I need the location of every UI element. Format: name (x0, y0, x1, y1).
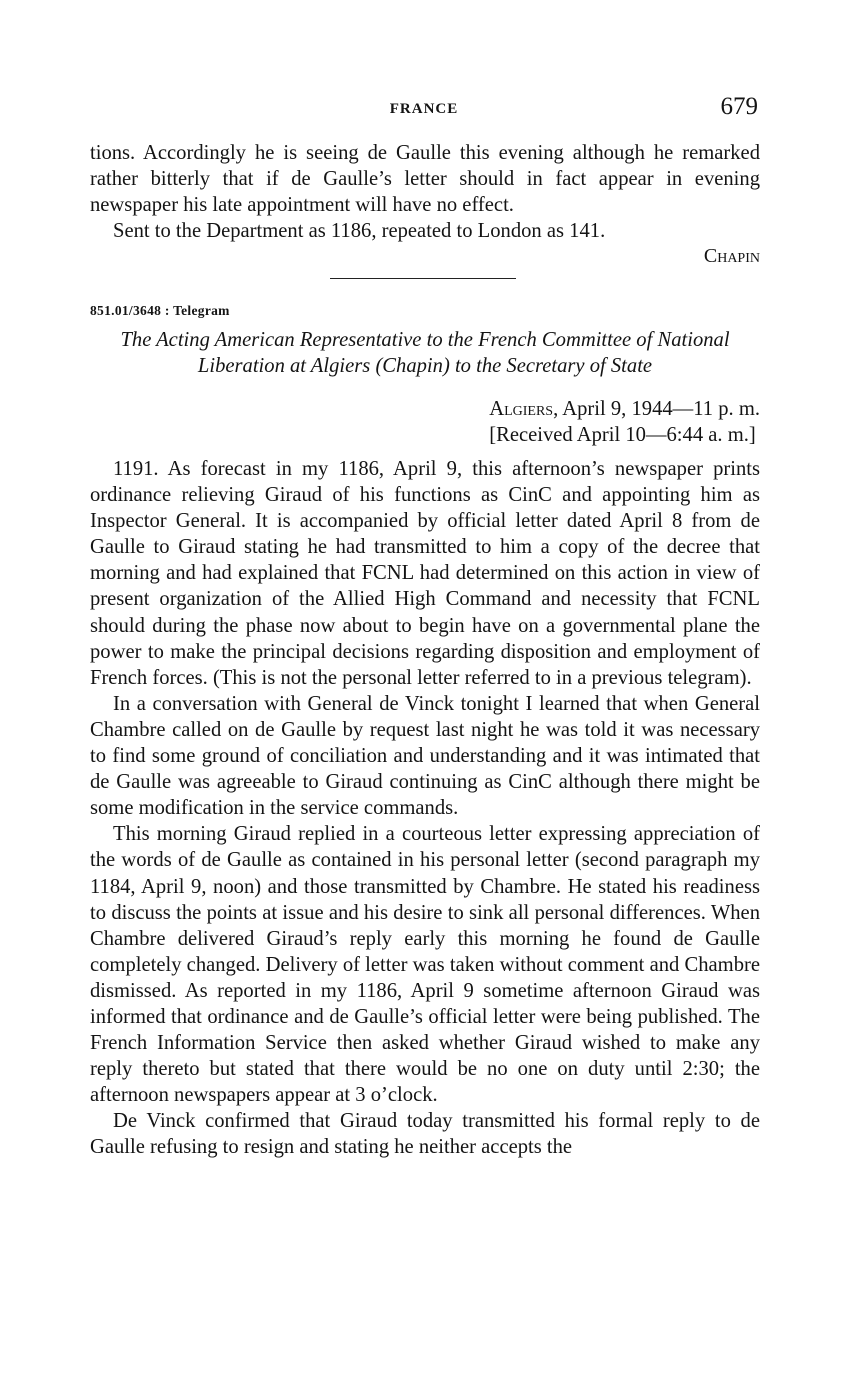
body-paragraph: 1191. As forecast in my 1186, April 9, this afternoon’s newspaper prints ordinance relieving Giraud of his functions as CinC and appointing him as Inspector General. It is accompanied by official letter dated April 8 from de Gaulle to Giraud stating he had transmitted to him a copy of the decree that morning and had explained that FCNL had determined on this action in view of present organization of the Allied High Command and necessity that FCNL should during the phase now about to begin have on a governmental plane the power to make the principal decisions regarding disposition and employment of French forces. (This is not the personal letter referred to in a previous telegram). (90, 458, 760, 689)
dateline (489, 396, 760, 448)
running-head: FRANCE (389, 101, 459, 117)
body-paragraph: De Vinck confirmed that Giraud today transmitted his formal reply to de Gaulle refusing to resign and stating he neither accepts the (90, 1110, 760, 1159)
telegram-body (90, 456, 760, 1161)
dateline-received: [Received April 10—6:44 a. m.] (489, 424, 756, 447)
dateline-sent (489, 396, 760, 422)
section-divider (330, 278, 516, 279)
page-number: 679 (720, 93, 758, 120)
dateline-place: Algiers, (489, 398, 559, 420)
file-reference: 851.01/3648 : Telegram (90, 303, 230, 318)
document-heading: The Acting American Representative to the French Committee of National Liberation at Algiers (Chapin) to the Secretary of State (120, 329, 730, 378)
dateline-date: April 9, 1944—11 p. m. (558, 398, 760, 420)
body-paragraph: This morning Giraud replied in a courteous letter expressing appreciation of the words of de Gaulle as contained in his personal letter (second paragraph my 1184, April 9, noon) and those transmitted by Chambre. He stated his readiness to discuss the points at issue and his desire to sink all personal differences. When Chambre delivered Giraud’s reply early this morning he found de Gaulle completely changed. Delivery of letter was taken without comment and Chambre dismissed. As reported in my 1186, April 9 sometime afternoon Giraud was informed that ordinance and de Gaulle’s official letter were being published. The French Information Service then asked whether Giraud wished to make any reply thereto but stated that there would be no one on duty until 2:30; the afternoon newspapers appear at 3 o’clock. (90, 823, 760, 1107)
page-header (90, 93, 758, 123)
continuation-block (90, 140, 760, 269)
sent-to-paragraph: Sent to the Department as 1186, repeated to London as 141. (113, 220, 606, 243)
body-paragraph: In a conversation with General de Vinck tonight I learned that when General Chambre called on de Gaulle by request last night he was told it was necessary to find some ground of conciliation and understanding and it was intimated that de Gaulle was agreeable to Giraud continuing as CinC although there might be some modification in the service commands. (90, 692, 760, 820)
signature: Chapin (703, 245, 760, 268)
continuation-paragraph: tions. Accordingly he is seeing de Gaulle this evening although he remarked rather bitterly that if de Gaulle’s letter should in fact appear in evening newspaper his late appointment will have no effect. (90, 142, 760, 217)
